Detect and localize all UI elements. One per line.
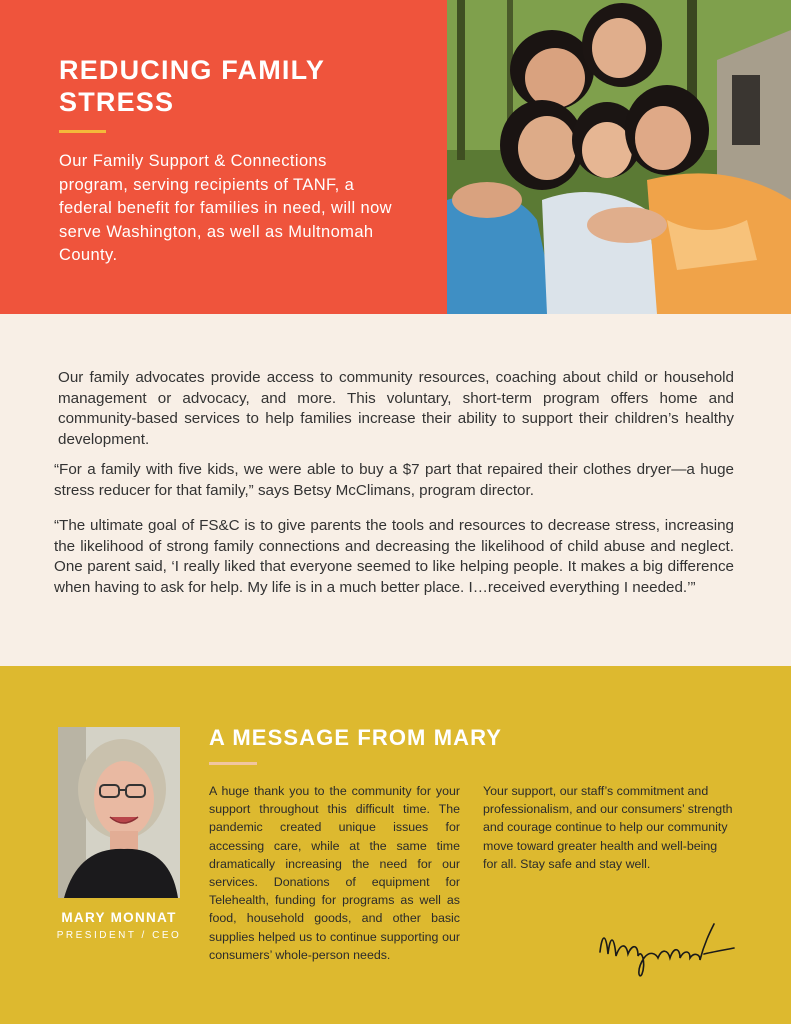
hero-intro: Our Family Support & Connections program, serving recipients of TANF, a federal benefit for families in need, will now serve Washington, as well as Multnomah County. <box>59 152 392 264</box>
hero-accent-rule <box>59 130 106 133</box>
hero-panel <box>0 0 447 314</box>
message-column-right: Your support, our staff’s commitment and professionalism, and our consumers’ strength and courage continue to help our community move toward greater health and well-being for all. Stay safe and stay well. <box>483 784 733 871</box>
hero-section <box>0 0 791 314</box>
message-section <box>0 666 791 1024</box>
family-photo <box>447 0 791 314</box>
message-heading: A MESSAGE FROM MARY <box>209 725 503 750</box>
message-column-left: A huge thank you to the community for your support throughout this difficult time. The pandemic created unique issues for accessing care, while at the same time dramatically increasing the need for our services. Donations of equipment for Telehealth, funding for programs as well as food, household goods, and other basic supplies helped us to continue supporting our consumers’ whole-person needs. <box>209 784 460 962</box>
ceo-title: PRESIDENT / CEO <box>56 930 182 941</box>
message-accent-rule <box>209 762 257 765</box>
ceo-signature <box>592 914 740 984</box>
hero-title: REDUCING FAMILY STRESS <box>59 55 325 117</box>
story-quote: “For a family with five kids, we were able to buy a $7 part that repaired their clothes dryer—a huge stress reducer for that family,” says Betsy McClimans, program director. <box>54 461 734 499</box>
ceo-name: MARY MONNAT <box>61 910 177 925</box>
story-paragraph: Our family advocates provide access to community resources, coaching about child or household management or advocacy, and more. This voluntary, short-term program offers home and community-based services to help families increase their ability to support their children’s healthy development. <box>58 369 734 448</box>
ceo-portrait <box>58 727 180 898</box>
story-quote: “The ultimate goal of FS&C is to give parents the tools and resources to decrease stress, increasing the likelihood of strong family connections and decreasing the likelihood of child abuse and neglect. One parent said, ‘I really liked that everyone seemed to like helping people. It makes a big difference when having to ask for help. My life is in a much better place. I…received everything I needed.’” <box>54 517 734 596</box>
story-section <box>0 314 791 666</box>
